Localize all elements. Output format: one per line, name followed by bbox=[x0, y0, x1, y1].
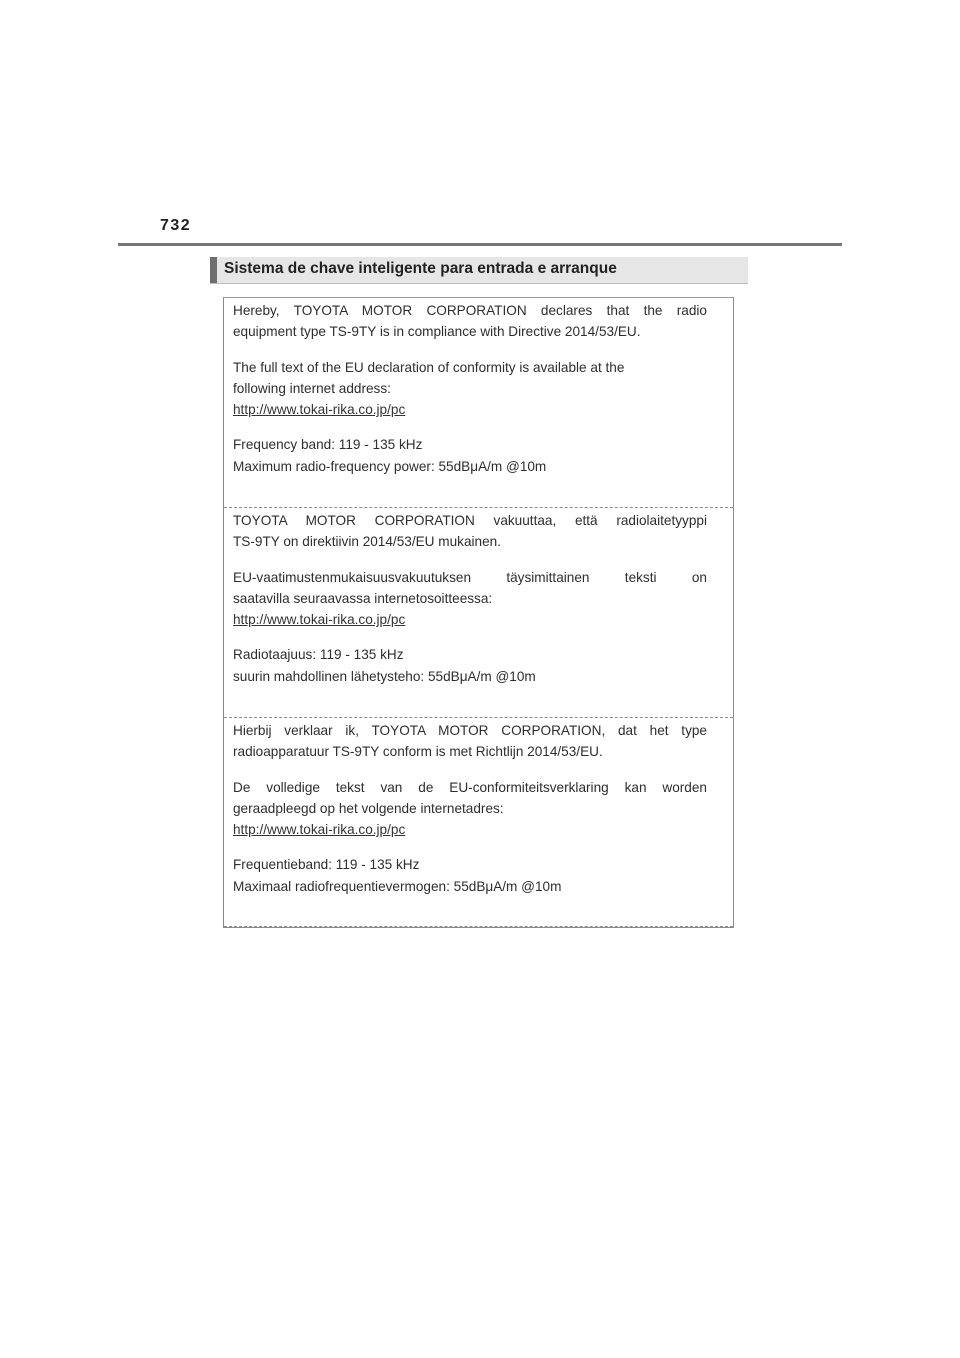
section-header bbox=[210, 257, 748, 284]
max-power: suurin mahdollinen lähetysteho: 55dBμA/m @10m bbox=[233, 668, 536, 684]
statement-line-2: radioapparatuur TS-9TY conform is met Richtlijn 2014/53/EU. bbox=[233, 744, 603, 760]
declaration-finnish bbox=[224, 508, 733, 718]
max-power: Maximaal radiofrequentievermogen: 55dBμA/m @10m bbox=[233, 878, 562, 894]
max-power: Maximum radio-frequency power: 55dBμA/m @10m bbox=[233, 458, 547, 474]
statement-line-1: Hierbij verklaar ik, TOYOTA MOTOR CORPORATION, dat het type bbox=[233, 723, 707, 738]
declaration-box bbox=[223, 297, 734, 928]
declaration-url-link[interactable]: http://www.tokai-rika.co.jp/pc bbox=[233, 402, 406, 418]
section-title: Sistema de chave inteligente para entrada e arranque bbox=[224, 260, 617, 277]
availability-line-2: following internet address: bbox=[233, 380, 391, 396]
header-rule bbox=[118, 243, 842, 246]
availability-line-1: De volledige tekst van de EU-conformiteitsverklaring kan worden bbox=[233, 779, 707, 795]
availability-line-2: saatavilla seuraavassa internetosoitteessa: bbox=[233, 590, 493, 606]
availability-line-2: geraadpleegd op het volgende internetadres: bbox=[233, 800, 504, 816]
statement-line-2: TS-9TY on direktiivin 2014/53/EU mukainen. bbox=[233, 534, 501, 550]
statement-line-1: TOYOTA MOTOR CORPORATION vakuuttaa, että radiolaitetyyppi bbox=[233, 513, 707, 528]
frequency-band: Frequentieband: 119 - 135 kHz bbox=[233, 857, 420, 873]
section-header-accent bbox=[210, 257, 217, 283]
declaration-url-link[interactable]: http://www.tokai-rika.co.jp/pc bbox=[233, 822, 406, 838]
statement-line-2: equipment type TS-9TY is in compliance with Directive 2014/53/EU. bbox=[233, 324, 641, 340]
declaration-dutch bbox=[224, 718, 733, 927]
statement-line-1: Hereby, TOYOTA MOTOR CORPORATION declares that the radio bbox=[233, 303, 707, 318]
availability-line-1: EU-vaatimustenmukaisuusvakuutuksen täysimittainen teksti on bbox=[233, 569, 707, 585]
frequency-band: Radiotaajuus: 119 - 135 kHz bbox=[233, 647, 404, 663]
declaration-url-link[interactable]: http://www.tokai-rika.co.jp/pc bbox=[233, 612, 406, 628]
availability-line-1: The full text of the EU declaration of conformity is available at the bbox=[233, 359, 625, 375]
declaration-english bbox=[224, 298, 733, 508]
frequency-band: Frequency band: 119 - 135 kHz bbox=[233, 437, 423, 453]
page-number: 732 bbox=[160, 217, 192, 234]
